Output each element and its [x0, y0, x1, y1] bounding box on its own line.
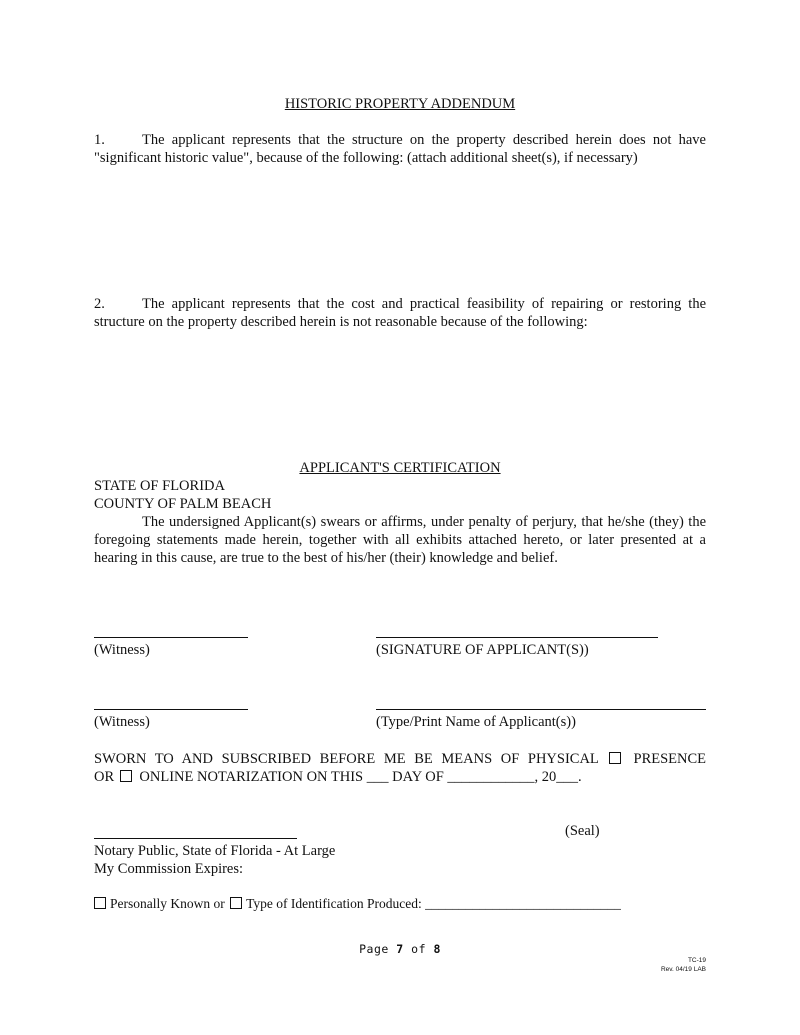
state-label: STATE OF FLORIDA [94, 478, 225, 494]
page-total: 8 [433, 942, 441, 956]
item-1-paragraph [94, 131, 706, 167]
page-prefix: Page [359, 942, 389, 956]
notary-title: Notary Public, State of Florida - At Large [94, 843, 336, 859]
notary-signature-line[interactable] [94, 838, 297, 839]
or-label: OR [94, 769, 115, 785]
witness-1-line[interactable] [94, 637, 248, 638]
identification-blank[interactable]: _____________________________ [425, 896, 621, 911]
item-2-paragraph [94, 295, 706, 331]
commission-expires: My Commission Expires: [94, 861, 244, 877]
identification-type-checkbox[interactable] [230, 897, 242, 909]
page-of: of [411, 942, 426, 956]
signature-applicant-line[interactable] [376, 637, 658, 638]
revision-code: Rev. 04/19 LAB [660, 966, 706, 973]
page-number [0, 942, 800, 956]
identification-type-label: Type of Identification Produced: [246, 896, 422, 911]
item-1-number: 1. [94, 132, 105, 148]
document-title: HISTORIC PROPERTY ADDENDUM [284, 96, 516, 112]
item-2-text: The applicant represents that the cost and practical feasibility of repairing or restoring the structure on the property described herein is not reasonable because of the following: [94, 296, 706, 330]
sworn-text: SWORN TO AND SUBSCRIBED BEFORE ME BE MEANS OF PHYSICAL [94, 751, 599, 767]
online-notarization-text: ONLINE NOTARIZATION ON THIS ___ DAY OF ____ [139, 769, 477, 785]
page-current: 7 [396, 942, 404, 956]
statement-text: The undersigned Applicant(s) swears or affirms, under penalty of perjury, that he/she (they) the foregoing statements made herein, together with all exhibits attached hereto, or later presented at a hearing in this cause, are true to the best of his/her (their) knowledge and belief. [94, 514, 706, 566]
signature-applicant-label: (SIGNATURE OF APPLICANT(S)) [376, 642, 589, 658]
year-text: , 20___. [534, 769, 582, 785]
personally-known-label: Personally Known or [110, 896, 225, 911]
print-name-line[interactable] [376, 709, 706, 710]
item-2-number: 2. [94, 296, 105, 312]
month-blank[interactable]: ________ [476, 769, 535, 785]
county-label: COUNTY OF PALM BEACH [94, 496, 272, 512]
witness-2-label: (Witness) [94, 714, 150, 730]
form-code: TC-19 [687, 957, 706, 964]
seal-label: (Seal) [565, 823, 600, 839]
presence-label: PRESENCE [633, 751, 707, 767]
identification-row [94, 895, 621, 913]
certification-statement [94, 513, 706, 567]
sworn-line-1 [94, 750, 706, 768]
certification-heading: APPLICANT'S CERTIFICATION [299, 460, 501, 476]
print-name-label: (Type/Print Name of Applicant(s)) [376, 714, 576, 730]
online-notarization-checkbox[interactable] [120, 770, 132, 782]
witness-1-label: (Witness) [94, 642, 150, 658]
physical-presence-checkbox[interactable] [609, 752, 621, 764]
item-1-text: The applicant represents that the structure on the property described herein does not have "significant historic value", because of the following: (attach additional sheet(s), if necessary) [94, 132, 706, 166]
personally-known-checkbox[interactable] [94, 897, 106, 909]
witness-2-line[interactable] [94, 709, 248, 710]
sworn-line-2 [94, 768, 582, 786]
